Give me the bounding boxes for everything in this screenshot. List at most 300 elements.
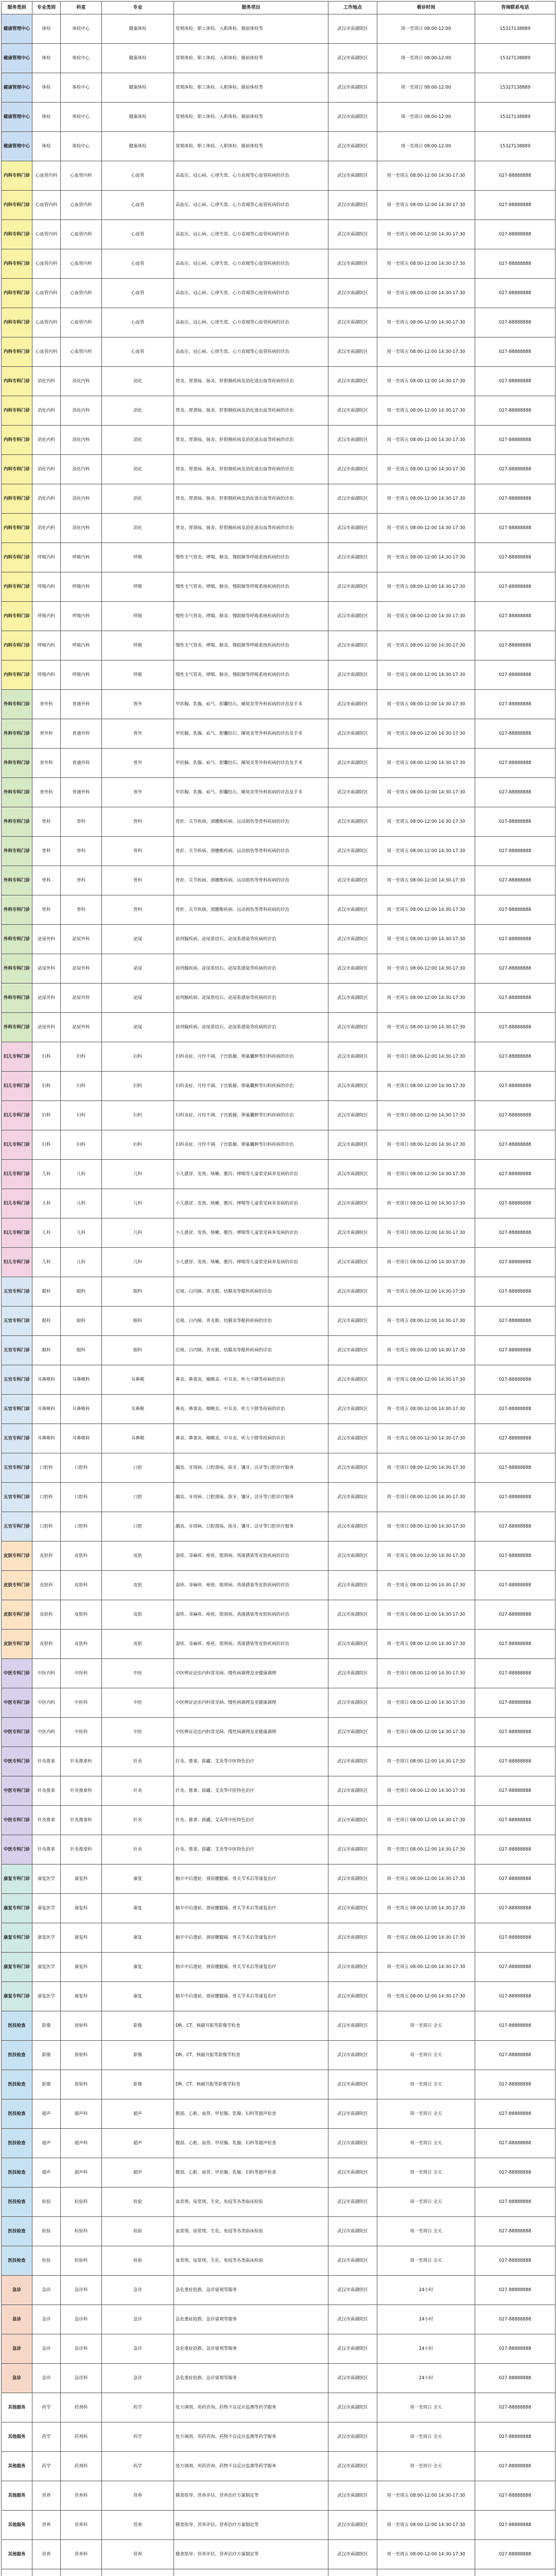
cell-phone: 027-88888888 [475, 1365, 555, 1395]
cell-time: 周一至周日 全天 [377, 2099, 475, 2129]
table-row [2, 1189, 555, 1218]
cell-department: 泌尿外科 [61, 984, 102, 1013]
cell-location: 武汉市南湖院区 [328, 1248, 377, 1277]
cell-subcategory: 影像 [32, 2041, 61, 2070]
cell-department: 药剂科 [61, 2452, 102, 2481]
cell-subcategory: 泌尿外科 [32, 1013, 61, 1042]
cell-time: 周一至周五 08:00-12:00 14:30-17:30 [377, 1630, 475, 1659]
cell-service: 针灸、推拿、拔罐、艾灸等中医特色治疗 [174, 1806, 328, 1835]
cell-category: 中医专科门诊 [2, 1776, 32, 1806]
cell-subcategory: 中医内科 [32, 1688, 61, 1718]
cell-category: 外科专科门诊 [2, 925, 32, 954]
cell-location: 武汉市南湖院区 [328, 1424, 377, 1453]
table-row [2, 484, 555, 514]
cell-category: 医技检查 [2, 2188, 32, 2217]
cell-time: 周一至周日 08:00-12:00 14:30-17:30 [377, 1483, 475, 1512]
cell-location: 武汉市南湖院区 [328, 631, 377, 660]
cell-category: 内科专科门诊 [2, 191, 32, 220]
cell-category: 内科专科门诊 [2, 249, 32, 279]
cell-phone: 027-88888888 [475, 602, 555, 631]
table-row [2, 1659, 555, 1688]
table-row [2, 2011, 555, 2041]
cell-major: 骨科 [102, 866, 174, 895]
cell-subcategory: 急诊 [32, 2276, 61, 2305]
cell-service: 湿疹、荨麻疹、痤疮、银屑病、真菌感染等皮肤疾病的诊治 [174, 1600, 328, 1630]
cell-phone: 027-88888888 [475, 1160, 555, 1189]
table-row [2, 2041, 555, 2070]
cell-subcategory: 心血管内科 [32, 279, 61, 308]
table-row [2, 2305, 555, 2334]
cell-category [2, 2569, 32, 2576]
cell-department: 体检中心 [61, 44, 102, 73]
cell-subcategory: 康复医学 [32, 1982, 61, 2011]
cell-phone: 15327138889 [475, 103, 555, 132]
cell-category: 内科专科门诊 [2, 455, 32, 484]
cell-department: 口腔科 [61, 1453, 102, 1483]
cell-service: 脑卒中后遗症、颈肩腰腿痛、骨关节术后等康复治疗 [174, 1923, 328, 1953]
cell-category: 康复专科门诊 [2, 1865, 32, 1894]
cell-phone: 027-88888888 [475, 807, 555, 837]
cell-major: 消化 [102, 484, 174, 514]
cell-time: 周一至周五 08:00-12:00 14:30-17:30 [377, 954, 475, 984]
cell-location: 武汉市南湖院区 [328, 602, 377, 631]
cell-phone: 027-88888888 [475, 2481, 555, 2511]
cell-time: 24小时 [377, 2305, 475, 2334]
cell-major: 儿科 [102, 1189, 174, 1218]
cell-department: 泌尿外科 [61, 954, 102, 984]
cell-location: 武汉市南湖院区 [328, 778, 377, 807]
cell-major: 皮肤 [102, 1630, 174, 1659]
cell-service: 妇科炎症、月经不调、子宫肌瘤、卵巢囊肿等妇科疾病的诊治 [174, 1042, 328, 1072]
cell-location: 武汉市南湖院区 [328, 2011, 377, 2041]
cell-major: 口腔 [102, 1483, 174, 1512]
cell-location: 武汉市南湖院区 [328, 426, 377, 455]
cell-department: 针灸推拿科 [61, 1776, 102, 1806]
cell-department: 检验科 [61, 2246, 102, 2276]
cell-location: 武汉市南湖院区 [328, 1277, 377, 1307]
table-header [2, 2, 555, 14]
cell-subcategory: 消化内科 [32, 367, 61, 396]
cell-department: 心血管内科 [61, 279, 102, 308]
cell-time: 周一至周五 08:00-12:00 14:30-17:30 [377, 279, 475, 308]
cell-time: 周一至周日 全天 [377, 2452, 475, 2481]
cell-category: 内科专科门诊 [2, 484, 32, 514]
cell-major: 影像 [102, 2011, 174, 2041]
cell-location: 武汉市南湖院区 [328, 1013, 377, 1042]
cell-major: 药学 [102, 2422, 174, 2452]
cell-time: 周一至周日 08:00-12:00 14:30-17:30 [377, 1806, 475, 1835]
cell-location: 武汉市南湖院区 [328, 1395, 377, 1424]
cell-time: 周一至周五 08:00-12:00 14:30-17:30 [377, 984, 475, 1013]
table-row [2, 2364, 555, 2393]
cell-category: 内科专科门诊 [2, 572, 32, 602]
cell-service: 小儿感冒、发热、咳嗽、腹泻、哮喘等儿童常见病多发病的诊治 [174, 1189, 328, 1218]
cell-time: 周一至周五 08:00-12:00 14:30-17:30 [377, 249, 475, 279]
cell-phone: 027-88888888 [475, 1865, 555, 1894]
cell-department: 营养科 [61, 2540, 102, 2569]
table-row [2, 220, 555, 249]
table-row [2, 1013, 555, 1042]
cell-major: 心血管 [102, 337, 174, 367]
cell-department: 药剂科 [61, 2422, 102, 2452]
cell-department: 耳鼻喉科 [61, 1424, 102, 1453]
cell-service: 腹部、心脏、血管、甲状腺、乳腺、妇科等超声检查 [174, 2129, 328, 2158]
cell-subcategory: 超声 [32, 2129, 61, 2158]
cell-phone: 027-88888888 [475, 1982, 555, 2011]
cell-department: 放射科 [61, 2070, 102, 2099]
cell-category: 其他服务 [2, 2481, 32, 2511]
cell-time: 周一至周五 08:00-12:00 14:30-17:30 [377, 455, 475, 484]
cell-subcategory: 急诊 [32, 2334, 61, 2364]
table-row [2, 631, 555, 660]
cell-department: 消化内科 [61, 484, 102, 514]
table-row [2, 1982, 555, 2011]
table-row [2, 2158, 555, 2188]
table-row [2, 1512, 555, 1541]
cell-phone: 027-88888888 [475, 279, 555, 308]
cell-department: 消化内科 [61, 367, 102, 396]
cell-subcategory: 消化内科 [32, 455, 61, 484]
cell-time: 周一至周日 全天 [377, 2070, 475, 2099]
cell-time: 周一至周日 08:00-12:00 14:30-17:30 [377, 1688, 475, 1718]
cell-phone: 027-88888888 [475, 572, 555, 602]
cell-phone: 15327138889 [475, 44, 555, 73]
cell-phone: 027-88888888 [475, 1953, 555, 1982]
cell-phone: 027-88888888 [475, 2276, 555, 2305]
table-row [2, 895, 555, 925]
table-row [2, 44, 555, 73]
cell-location: 武汉市南湖院区 [328, 2364, 377, 2393]
cell-major: 耳鼻喉 [102, 1395, 174, 1424]
cell-department: 皮肤科 [61, 1541, 102, 1571]
cell-location: 武汉市南湖院区 [328, 2540, 377, 2569]
cell-time: 周一至周日 08:00-12:00 14:30-17:30 [377, 1160, 475, 1189]
cell-major: 急诊 [102, 2305, 174, 2334]
cell-category: 中医专科门诊 [2, 1688, 32, 1718]
cell-service: 湿疹、荨麻疹、痤疮、银屑病、真菌感染等皮肤疾病的诊治 [174, 1541, 328, 1571]
cell-subcategory: 药学 [32, 2452, 61, 2481]
cell-service: 小儿感冒、发热、咳嗽、腹泻、哮喘等儿童常见病多发病的诊治 [174, 1218, 328, 1248]
cell-department: 中医科 [61, 1718, 102, 1747]
cell-location: 武汉市南湖院区 [328, 73, 377, 103]
cell-service: 中医辨证论治内科常见病、慢性病调理及亚健康调理 [174, 1659, 328, 1688]
cell-subcategory: 骨科 [32, 895, 61, 925]
cell-major: 康复 [102, 1894, 174, 1923]
cell-subcategory: 心血管内科 [32, 337, 61, 367]
cell-location: 武汉市南湖院区 [328, 895, 377, 925]
cell-phone: 027-88888888 [475, 1923, 555, 1953]
cell-department: 儿科 [61, 1189, 102, 1218]
cell-service: 急危重症抢救、急诊留观等服务 [174, 2305, 328, 2334]
cell-major: 心血管 [102, 161, 174, 191]
cell-phone: 027-88888888 [475, 426, 555, 455]
service-table [1, 1, 555, 2576]
cell-service: 妇科炎症、月经不调、子宫肌瘤、卵巢囊肿等妇科疾病的诊治 [174, 1130, 328, 1160]
table-row [2, 1630, 555, 1659]
cell-phone: 027-88888888 [475, 514, 555, 543]
cell-major: 健康体检 [102, 73, 174, 103]
table-row [2, 1747, 555, 1776]
cell-category: 五官专科门诊 [2, 1512, 32, 1541]
cell-major: 普外 [102, 690, 174, 719]
cell-department: 耳鼻喉科 [61, 1365, 102, 1395]
cell-category: 其他服务 [2, 2511, 32, 2540]
cell-department: 皮肤科 [61, 1630, 102, 1659]
cell-location: 武汉市南湖院区 [328, 2217, 377, 2246]
cell-phone: 027-88888888 [475, 1483, 555, 1512]
cell-subcategory: 中医内科 [32, 1659, 61, 1688]
cell-department: 呼吸内科 [61, 602, 102, 631]
cell-category: 外科专科门诊 [2, 690, 32, 719]
cell-phone: 027-88888888 [475, 249, 555, 279]
cell-time: 周一至周日 08:00-12:00 14:30-17:30 [377, 1659, 475, 1688]
cell-service: 高血压、冠心病、心律失常、心力衰竭等心血管疾病的诊治 [174, 279, 328, 308]
cell-subcategory: 骨科 [32, 837, 61, 866]
cell-subcategory: 康复医学 [32, 1894, 61, 1923]
cell-category: 内科专科门诊 [2, 161, 32, 191]
cell-phone: 027-88888888 [475, 2099, 555, 2129]
cell-time: 周一至周日 08:00-12:00 14:30-17:30 [377, 1072, 475, 1101]
cell-location: 武汉市南湖院区 [328, 749, 377, 778]
cell-phone: 027-88888888 [475, 1630, 555, 1659]
cell-department: 心血管内科 [61, 249, 102, 279]
cell-service: 处方调剂、用药咨询、药物不良反应监测等药学服务 [174, 2393, 328, 2422]
table-row [2, 1865, 555, 1894]
cell-category: 外科专科门诊 [2, 866, 32, 895]
cell-location: 武汉市南湖院区 [328, 484, 377, 514]
cell-category: 外科专科门诊 [2, 837, 32, 866]
cell-phone: 027-88888888 [475, 2070, 555, 2099]
cell-department: 皮肤科 [61, 1571, 102, 1600]
table-row [2, 2070, 555, 2099]
cell-phone: 027-88888888 [475, 925, 555, 954]
table-row [2, 73, 555, 103]
cell-service: 鼻炎、鼻窦炎、咽喉炎、中耳炎、听力下降等疾病的诊治 [174, 1365, 328, 1395]
cell-service: 妇科炎症、月经不调、子宫肌瘤、卵巢囊肿等妇科疾病的诊治 [174, 1072, 328, 1101]
table-row [2, 1395, 555, 1424]
cell-time: 周一至周五 08:00-12:00 14:30-17:30 [377, 220, 475, 249]
cell-category: 康复专科门诊 [2, 1894, 32, 1923]
table-row [2, 719, 555, 749]
cell-category: 医技检查 [2, 2070, 32, 2099]
cell-category: 五官专科门诊 [2, 1453, 32, 1483]
cell-category: 五官专科门诊 [2, 1277, 32, 1307]
cell-subcategory: 骨科 [32, 807, 61, 837]
table-row [2, 866, 555, 895]
cell-major: 妇科 [102, 1101, 174, 1130]
cell-phone: 027-88888888 [475, 2511, 555, 2540]
cell-category: 医技检查 [2, 2217, 32, 2246]
cell-service: 龋齿、牙周病、口腔溃疡、拔牙、镶牙、洁牙等口腔诊疗服务 [174, 1453, 328, 1483]
cell-location: 武汉市南湖院区 [328, 2041, 377, 2070]
cell-phone: 027-88888888 [475, 1395, 555, 1424]
cell-time: 周一至周日 全天 [377, 2011, 475, 2041]
header-cell-phone: 咨询联系电话 [475, 2, 555, 14]
cell-time: 周一至周日 08:00-12:00 [377, 44, 475, 73]
cell-major: 康复 [102, 1865, 174, 1894]
cell-time: 24小时 [377, 2334, 475, 2364]
cell-service: 慢性支气管炎、哮喘、肺炎、慢阻肺等呼吸系统疾病的诊治 [174, 572, 328, 602]
cell-time: 周一至周五 08:00-12:00 14:30-17:30 [377, 1953, 475, 1982]
cell-category: 医技检查 [2, 2158, 32, 2188]
cell-category: 健康管理中心 [2, 14, 32, 44]
cell-category: 医技检查 [2, 2099, 32, 2129]
cell-location: 武汉市南湖院区 [328, 2422, 377, 2452]
cell-location: 武汉市南湖院区 [328, 1865, 377, 1894]
cell-phone: 027-88888888 [475, 191, 555, 220]
cell-service: 急危重症抢救、急诊留观等服务 [174, 2364, 328, 2393]
cell-major: 消化 [102, 514, 174, 543]
cell-major: 超声 [102, 2099, 174, 2129]
cell-phone: 027-88888888 [475, 954, 555, 984]
cell-phone: 027-88888888 [475, 778, 555, 807]
cell-subcategory: 耳鼻喉科 [32, 1424, 61, 1453]
table-row [2, 14, 555, 44]
cell-location: 武汉市南湖院区 [328, 2452, 377, 2481]
table-row [2, 2276, 555, 2305]
cell-major: 药学 [102, 2393, 174, 2422]
cell-location: 武汉市南湖院区 [328, 1982, 377, 2011]
cell-phone: 027-88888888 [475, 749, 555, 778]
cell-service: 处方调剂、用药咨询、药物不良反应监测等药学服务 [174, 2452, 328, 2481]
cell-department: 心血管内科 [61, 337, 102, 367]
cell-subcategory: 体检 [32, 103, 61, 132]
table-row [2, 1424, 555, 1453]
cell-department: 超声科 [61, 2129, 102, 2158]
cell-subcategory: 妇科 [32, 1101, 61, 1130]
cell-subcategory: 影像 [32, 2011, 61, 2041]
cell-subcategory: 检验 [32, 2246, 61, 2276]
cell-service: 膳食指导、营养评估、营养治疗方案制定等 [174, 2511, 328, 2540]
cell-department: 皮肤科 [61, 1600, 102, 1630]
cell-subcategory: 心血管内科 [32, 220, 61, 249]
cell-time: 周一至周五 08:00-12:00 14:30-17:30 [377, 543, 475, 572]
cell-time: 周一至周五 08:00-12:00 14:30-17:30 [377, 1395, 475, 1424]
cell-subcategory: 骨科 [32, 866, 61, 895]
cell-phone: 027-88888888 [475, 308, 555, 337]
cell-time: 周一至周五 08:00-12:00 14:30-17:30 [377, 660, 475, 690]
cell-service: 龋齿、牙周病、口腔溃疡、拔牙、镶牙、洁牙等口腔诊疗服务 [174, 1512, 328, 1541]
cell-department: 骨科 [61, 895, 102, 925]
cell-subcategory: 皮肤科 [32, 1571, 61, 1600]
cell-major: 皮肤 [102, 1600, 174, 1630]
cell-phone: 027-88888888 [475, 1776, 555, 1806]
cell-service: 近视、白内障、青光眼、结膜炎等眼科疾病的诊治 [174, 1307, 328, 1336]
table-row [2, 1571, 555, 1600]
header-row [2, 2, 555, 14]
cell-category: 中医专科门诊 [2, 1718, 32, 1747]
cell-major: 泌尿 [102, 925, 174, 954]
cell-category: 皮肤专科门诊 [2, 1600, 32, 1630]
cell-time: 周一至周日 08:00-12:00 14:30-17:30 [377, 1776, 475, 1806]
cell-department: 普通外科 [61, 749, 102, 778]
cell-major: 针灸 [102, 1806, 174, 1835]
header-cell-service: 服务项目 [174, 2, 328, 14]
table-row [2, 749, 555, 778]
cell-subcategory: 儿科 [32, 1248, 61, 1277]
header-cell-time: 看诊时间 [377, 2, 475, 14]
cell-phone: 027-88888888 [475, 1013, 555, 1042]
cell-major: 超声 [102, 2129, 174, 2158]
cell-phone: 027-88888888 [475, 2540, 555, 2569]
table-row [2, 984, 555, 1013]
cell-department: 药剂科 [61, 2393, 102, 2422]
cell-phone: 027-88888888 [475, 2305, 555, 2334]
cell-service: 前列腺疾病、泌尿系结石、泌尿系感染等疾病的诊治 [174, 984, 328, 1013]
cell-category: 中医专科门诊 [2, 1747, 32, 1776]
cell-location: 武汉市南湖院区 [328, 1160, 377, 1189]
cell-major: 耳鼻喉 [102, 1365, 174, 1395]
cell-time: 周一至周五 08:00-12:00 14:30-17:30 [377, 925, 475, 954]
cell-subcategory: 超声 [32, 2099, 61, 2129]
cell-service: 高血压、冠心病、心律失常、心力衰竭等心血管疾病的诊治 [174, 249, 328, 279]
cell-location: 武汉市南湖院区 [328, 103, 377, 132]
cell-service: DR、CT、核磁共振等影像学检查 [174, 2070, 328, 2099]
cell-location: 武汉市南湖院区 [328, 161, 377, 191]
cell-time: 周一至周日 08:00-12:00 14:30-17:30 [377, 1189, 475, 1218]
cell-time: 周一至周五 08:00-12:00 14:30-17:30 [377, 1013, 475, 1042]
cell-department: 消化内科 [61, 396, 102, 426]
cell-subcategory: 心血管内科 [32, 161, 61, 191]
cell-time: 周一至周五 08:00-12:00 14:30-17:30 [377, 1424, 475, 1453]
cell-service: 膳食指导、营养评估、营养治疗方案制定等 [174, 2481, 328, 2511]
cell-phone: 027-88888888 [475, 631, 555, 660]
cell-time: 周一至周五 08:00-12:00 14:30-17:30 [377, 719, 475, 749]
cell-subcategory: 中医内科 [32, 1718, 61, 1747]
cell-department: 心血管内科 [61, 161, 102, 191]
cell-location: 武汉市南湖院区 [328, 2070, 377, 2099]
cell-location: 武汉市南湖院区 [328, 1365, 377, 1395]
cell-department: 呼吸内科 [61, 660, 102, 690]
cell-department: 呼吸内科 [61, 631, 102, 660]
cell-location: 武汉市南湖院区 [328, 2511, 377, 2540]
cell-department: 妇科 [61, 1072, 102, 1101]
cell-service: 针灸、推拿、拔罐、艾灸等中医特色治疗 [174, 1835, 328, 1865]
cell-location: 武汉市南湖院区 [328, 925, 377, 954]
cell-time: 周一至周五 08:00-12:00 14:30-17:30 [377, 514, 475, 543]
cell-subcategory: 泌尿外科 [32, 954, 61, 984]
cell-phone: 027-88888888 [475, 455, 555, 484]
cell-category: 妇儿专科门诊 [2, 1101, 32, 1130]
cell-category: 妇儿专科门诊 [2, 1248, 32, 1277]
cell-major: 影像 [102, 2041, 174, 2070]
table-row [2, 572, 555, 602]
cell-major: 呼吸 [102, 543, 174, 572]
cell-phone: 027-88888888 [475, 1336, 555, 1365]
table-row [2, 367, 555, 396]
cell-phone: 027-88888888 [475, 984, 555, 1013]
table-row [2, 1248, 555, 1277]
cell-phone: 027-88888888 [475, 837, 555, 866]
table-row [2, 778, 555, 807]
table-row [2, 1072, 555, 1101]
cell-department: 针灸推拿科 [61, 1747, 102, 1776]
cell-time: 周一至周五 08:00-12:00 14:30-17:30 [377, 1923, 475, 1953]
cell-service: 慢性支气管炎、哮喘、肺炎、慢阻肺等呼吸系统疾病的诊治 [174, 543, 328, 572]
cell-location: 武汉市南湖院区 [328, 14, 377, 44]
cell-department: 儿科 [61, 1218, 102, 1248]
cell-major: 影像 [102, 2070, 174, 2099]
cell-major: 健康体检 [102, 132, 174, 161]
cell-category: 康复专科门诊 [2, 1953, 32, 1982]
cell-location: 武汉市南湖院区 [328, 2276, 377, 2305]
cell-major: 消化 [102, 426, 174, 455]
cell-time: 周一至周五 08:00-12:00 14:30-17:30 [377, 1541, 475, 1571]
cell-service: 腹部、心脏、血管、甲状腺、乳腺、妇科等超声检查 [174, 2099, 328, 2129]
cell-major: 妇科 [102, 1042, 174, 1072]
cell-department: 普通外科 [61, 719, 102, 749]
cell-subcategory: 消化内科 [32, 396, 61, 426]
